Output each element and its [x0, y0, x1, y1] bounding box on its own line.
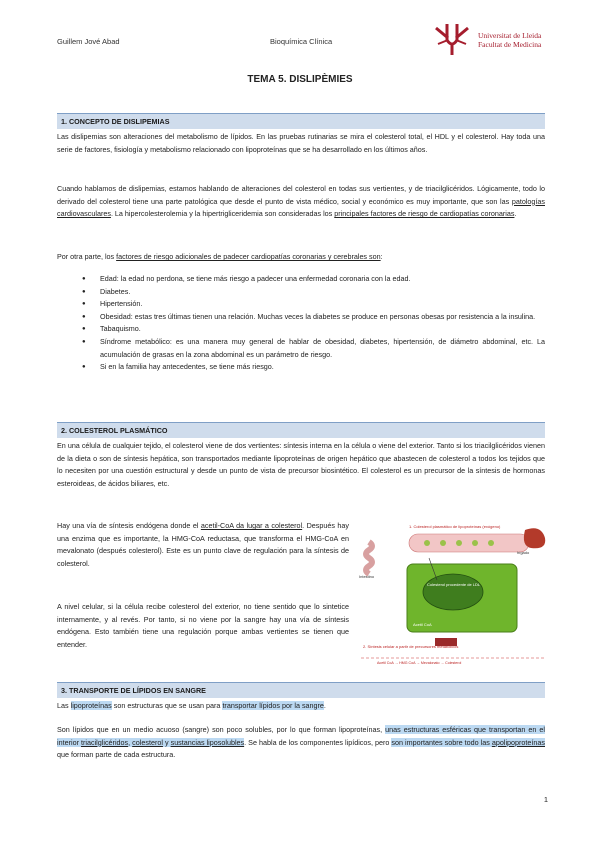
s3-p2-hl1-u2: colesterol: [132, 737, 163, 747]
s1-p2-text-c: .: [514, 209, 517, 219]
s3-p2-highlight-2: [391, 738, 545, 747]
header-author: Guillem Jové Abad: [57, 37, 120, 46]
s1-p3-text-b: :: [380, 252, 383, 261]
s3-paragraph-1: [57, 700, 545, 713]
section-heading-3: 3. TRANSPORTE DE LÍPIDOS EN SANGRE: [57, 682, 545, 698]
figure-label-acetyl: Acetil CoA: [413, 622, 432, 627]
nucleus-shape: [423, 574, 483, 610]
s1-p3-text-a: Por otra parte, los: [57, 252, 117, 261]
figure-label-top: 1. Colesterol plasmático de lipoproteínas (exógeno): [409, 524, 501, 529]
page-title: TEMA 5. DISLIPÈMIES: [247, 74, 353, 85]
s1-paragraph-1: Las dislipemias son alteraciones del metabolismo de lípidos. En las pruebas rutinarias se mira el colesterol total, el HDL y el colesterol. Hay toda una serie de factores, fisiología y metabolismo relacionado con lipoproteínas que se ha desarrollado en los últimos años.: [57, 132, 545, 154]
s1-p2-underline-2: principales factores de riesgo de cardiopatías coronarias: [334, 209, 515, 219]
risk-factor-list: [82, 273, 545, 374]
university-line2: Facultat de Medicina: [478, 40, 542, 49]
figure-label-pathway: Acetil CoA → HMG CoA → Mevalonato → Colesterol: [377, 661, 462, 665]
s1-p2-underline-1: patologías cardiovasculares: [57, 196, 545, 219]
s3-p1-highlight-1: lipoproteínas: [70, 701, 112, 710]
s3-p1-text-a: Las: [57, 701, 71, 710]
s3-p2-hl1-u: triacilglicéridos: [81, 737, 129, 747]
figure-label-bottom: 2. Síntesis celular a partir de precursores metabólicos: [363, 644, 459, 649]
s3-p2-hl1-u3: sustancias liposolubles: [170, 737, 245, 747]
s2-p2-text-a: Hay una vía de síntesis endógena donde el: [57, 521, 201, 530]
s3-p2-text-a: Son lípidos que en un medio acuoso (sangre) son poco solubles, por lo que forman lipoproteínas,: [57, 725, 386, 734]
cholesterol-pathway-figure: [357, 520, 549, 665]
section-heading-2: 2. COLESTEROL PLASMÁTICO: [57, 422, 545, 438]
s1-p2-text-a: Cuando hablamos de dislipemias, estamos hablando de alteraciones del colesterol en todas sus vertientes, y de triacilglicéridos. Lógicamente, todo lo derivado del colesterol tiene una parte patológica que desde el punto de vista médico, social y económico es muy importante, que son las: [57, 184, 545, 206]
figure-label-intestine: Intestino: [359, 574, 375, 579]
list-item: ● Edad: la edad no perdona, se tiene más riesgo a padecer una enfermedad coronaria con la edad.: [82, 273, 545, 286]
s3-p2-text-c: que forman parte de cada estructura.: [57, 750, 176, 760]
s3-p2-hl1-text: unas estructuras esféricas que transportan en el interior: [57, 725, 545, 747]
s2-paragraph-2: [57, 520, 349, 570]
s3-p2-hl1-and: y: [162, 737, 171, 747]
s3-p1-highlight-2: transportar lípidos por la sangre: [222, 701, 324, 710]
figure-label-liver: hígado: [517, 550, 530, 555]
list-item: ● Síndrome metabólico: es una manera muy general de hablar de obesidad, diabetes, hipertensión, de diámetro abdominal, etc. La acumulación de grasas en la zona abdominal es un parámetro de riesgo.: [82, 336, 545, 361]
list-item: ● Diabetes.: [82, 286, 545, 299]
s3-p2-hl2-u: apolipoproteínas: [491, 737, 546, 747]
university-line1: Universitat de Lleida: [478, 31, 542, 40]
university-name: [478, 31, 541, 49]
s2-p2-underline: acetil-CoA da lugar a colesterol: [200, 521, 303, 530]
list-item: ● Tabaquismo.: [82, 323, 545, 336]
s2-paragraph-1: En una célula de cualquier tejido, el colesterol viene de dos vertientes: síntesis interna en la célula o viene del exterior. Tanto si los triacilglicéridos vienen de la dieta o son de síntesis hepática, son transportados mediante lipoproteínas de origen hepático que abastecen de colesterol a todos los tejidos que lo necesiten por una cuestión estructural y desde un punto de vista de precursor biosintético. El colesterol es un precursor de la síntesis de hormonas esteroideas, de ácidos biliares, etc.: [57, 441, 545, 488]
s1-paragraph-2: [57, 183, 545, 221]
s3-p1-text-c: .: [323, 701, 326, 710]
list-item: ● Obesidad: estas tres últimas tienen una relación. Muchas veces la diabetes se produce en personas obesas por resistencia a la insulina.: [82, 311, 545, 324]
university-logo-icon: [432, 22, 472, 56]
s3-p2-text-b: . Se habla de los componentes lipídicos, pero: [244, 737, 392, 747]
s2-paragraph-3: A nivel celular, si la célula recibe colesterol del exterior, no tiene sentido que lo sintetice internamente, y al revés. Por tanto, si no viene por la sangre hay una vía de síntesis endógena. Esto también tiene una regulación porque ambas vertientes se tienen que entender.: [57, 602, 349, 649]
header-subject: Bioquímica Clínica: [270, 37, 333, 46]
section-heading-1: 1. CONCEPTO DE DISLIPEMIAS: [57, 113, 545, 129]
s3-p2-hl1-sep: ,: [128, 737, 133, 747]
page-number: 1: [543, 795, 548, 804]
s3-p1-text-b: son estructuras que se usan para: [111, 701, 223, 710]
s3-paragraph-2: [57, 724, 545, 762]
figure-label-center: Colesterol procedente de LDL: [427, 582, 481, 587]
s1-paragraph-3: [57, 251, 545, 264]
s1-p3-underline: factores de riesgo adicionales de padecer cardiopatías coronarias y cerebrales son: [116, 252, 381, 261]
s3-p2-hl2-text: son importantes sobre todo las: [391, 737, 492, 747]
s2-p2-text-b: . Después hay una enzima que es importante, la HMG-CoA reductasa, que transforma el HMG-CoA en mevalonato (después colesterol). Este es un punto clave de regulación para la síntesis de colesterol.: [57, 521, 349, 568]
s1-p2-text-b: . La hipercolesterolemia y la hipertrigliceridemia son consideradas los: [110, 209, 335, 219]
list-item: ● Hipertensión.: [82, 298, 545, 311]
list-item: ● Si en la familia hay antecedentes, se tiene más riesgo.: [82, 361, 545, 374]
